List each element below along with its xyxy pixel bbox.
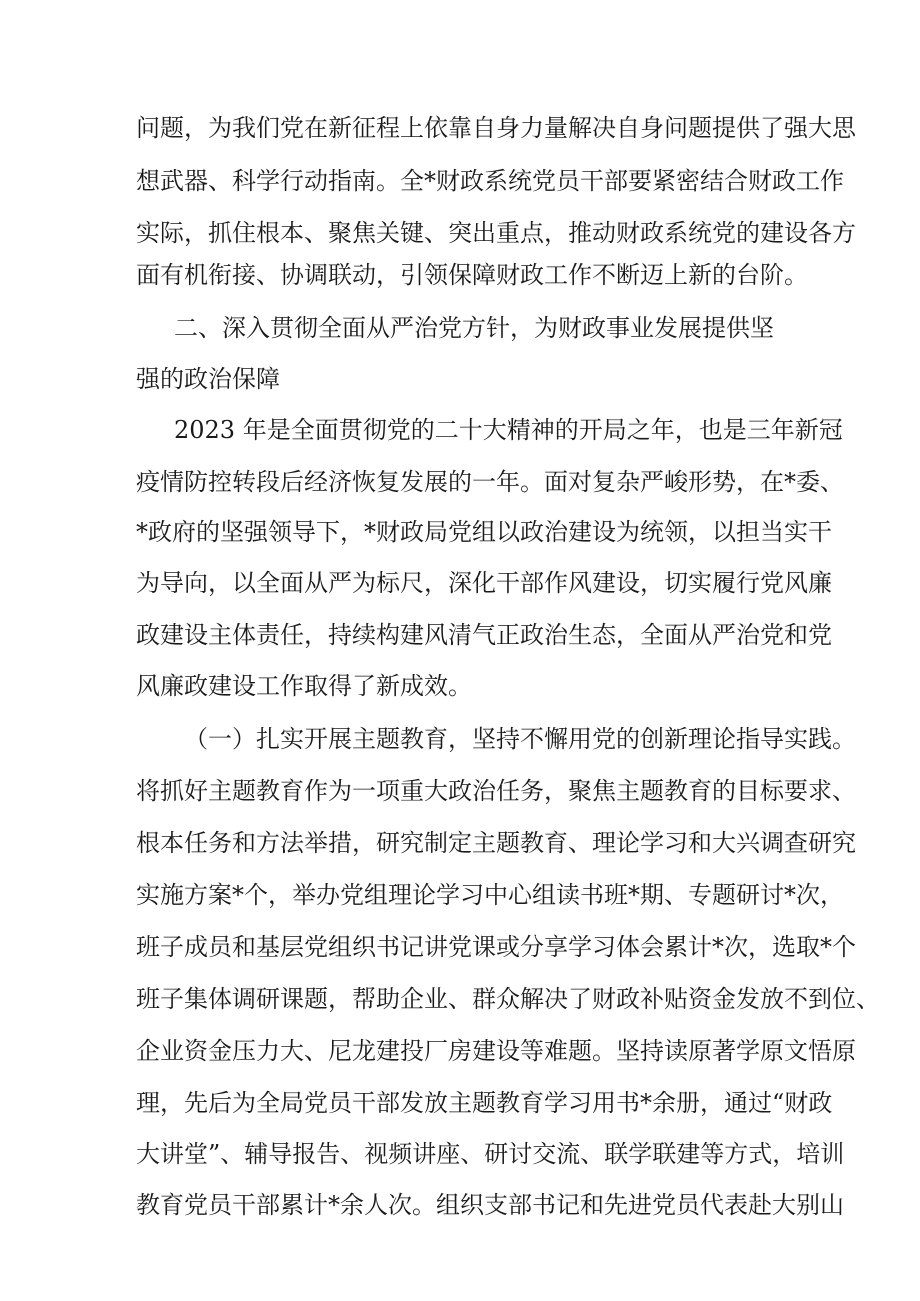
paragraph-line: *政府的坚强领导下，*财政局党组以政治建设为统领，以担当实干 <box>136 518 832 546</box>
subsection-heading-line: （一）扎实开展主题教育，坚持不懈用党的创新理论指导实践。 <box>184 725 856 753</box>
paragraph-line: 疫情防控转段后经济恢复发展的一年。面对复杂严峻形势，在*委、 <box>136 468 844 496</box>
paragraph-line: 想武器、科学行动指南。全*财政系统党员干部要紧密结合财政工作 <box>136 167 844 195</box>
paragraph-line: 政建设主体责任，持续构建风清气正政治生态，全面从严治党和党 <box>136 621 832 649</box>
section-heading-line: 二、深入贯彻全面从严治党方针，为财政事业发展提供坚 <box>174 314 774 342</box>
paragraph-line: 班子集体调研课题，帮助企业、群众解决了财政补贴资金发放不到位、 <box>136 985 880 1013</box>
paragraph-line: 企业资金压力大、尼龙建投厂房建设等难题。坚持读原著学原文悟原 <box>136 1037 856 1065</box>
section-heading-line: 强的政治保障 <box>136 365 280 393</box>
paragraph-line: 实际，抓住根本、聚焦关键、突出重点，推动财政系统党的建设各方 <box>136 219 856 247</box>
paragraph-line: 实施方案*个，举办党组理论学习中心组读书班*期、专题研讨*次， <box>136 881 844 909</box>
paragraph-line: 问题，为我们党在新征程上依靠自身力量解决自身问题提供了强大思 <box>136 114 856 142</box>
paragraph-line: 面有机衔接、协调联动，引领保障财政工作不断迈上新的台阶。 <box>136 261 808 289</box>
paragraph-line: 根本任务和方法举措，研究制定主题教育、理论学习和大兴调查研究 <box>136 829 856 857</box>
paragraph-line: 将抓好主题教育作为一项重大政治任务，聚焦主题教育的目标要求、 <box>136 777 856 805</box>
paragraph-line: 大讲堂”、辅导报告、视频讲座、研讨交流、联学联建等方式，培训 <box>136 1140 845 1168</box>
paragraph-line: 班子成员和基层党组织书记讲党课或分享学习体会累计*次，选取*个 <box>136 933 856 961</box>
paragraph-line: 2023 年是全面贯彻党的二十大精神的开局之年，也是三年新冠 <box>174 416 843 444</box>
paragraph-line: 教育党员干部累计*余人次。组织支部书记和先进党员代表赴大别山 <box>136 1191 844 1219</box>
paragraph-line: 理，先后为全局党员干部发放主题教育学习用书*余册，通过“财政 <box>136 1089 833 1117</box>
paragraph-line: 风廉政建设工作取得了新成效。 <box>136 672 472 700</box>
paragraph-line: 为导向，以全面从严为标尺，深化干部作风建设，切实履行党风廉 <box>136 569 832 597</box>
